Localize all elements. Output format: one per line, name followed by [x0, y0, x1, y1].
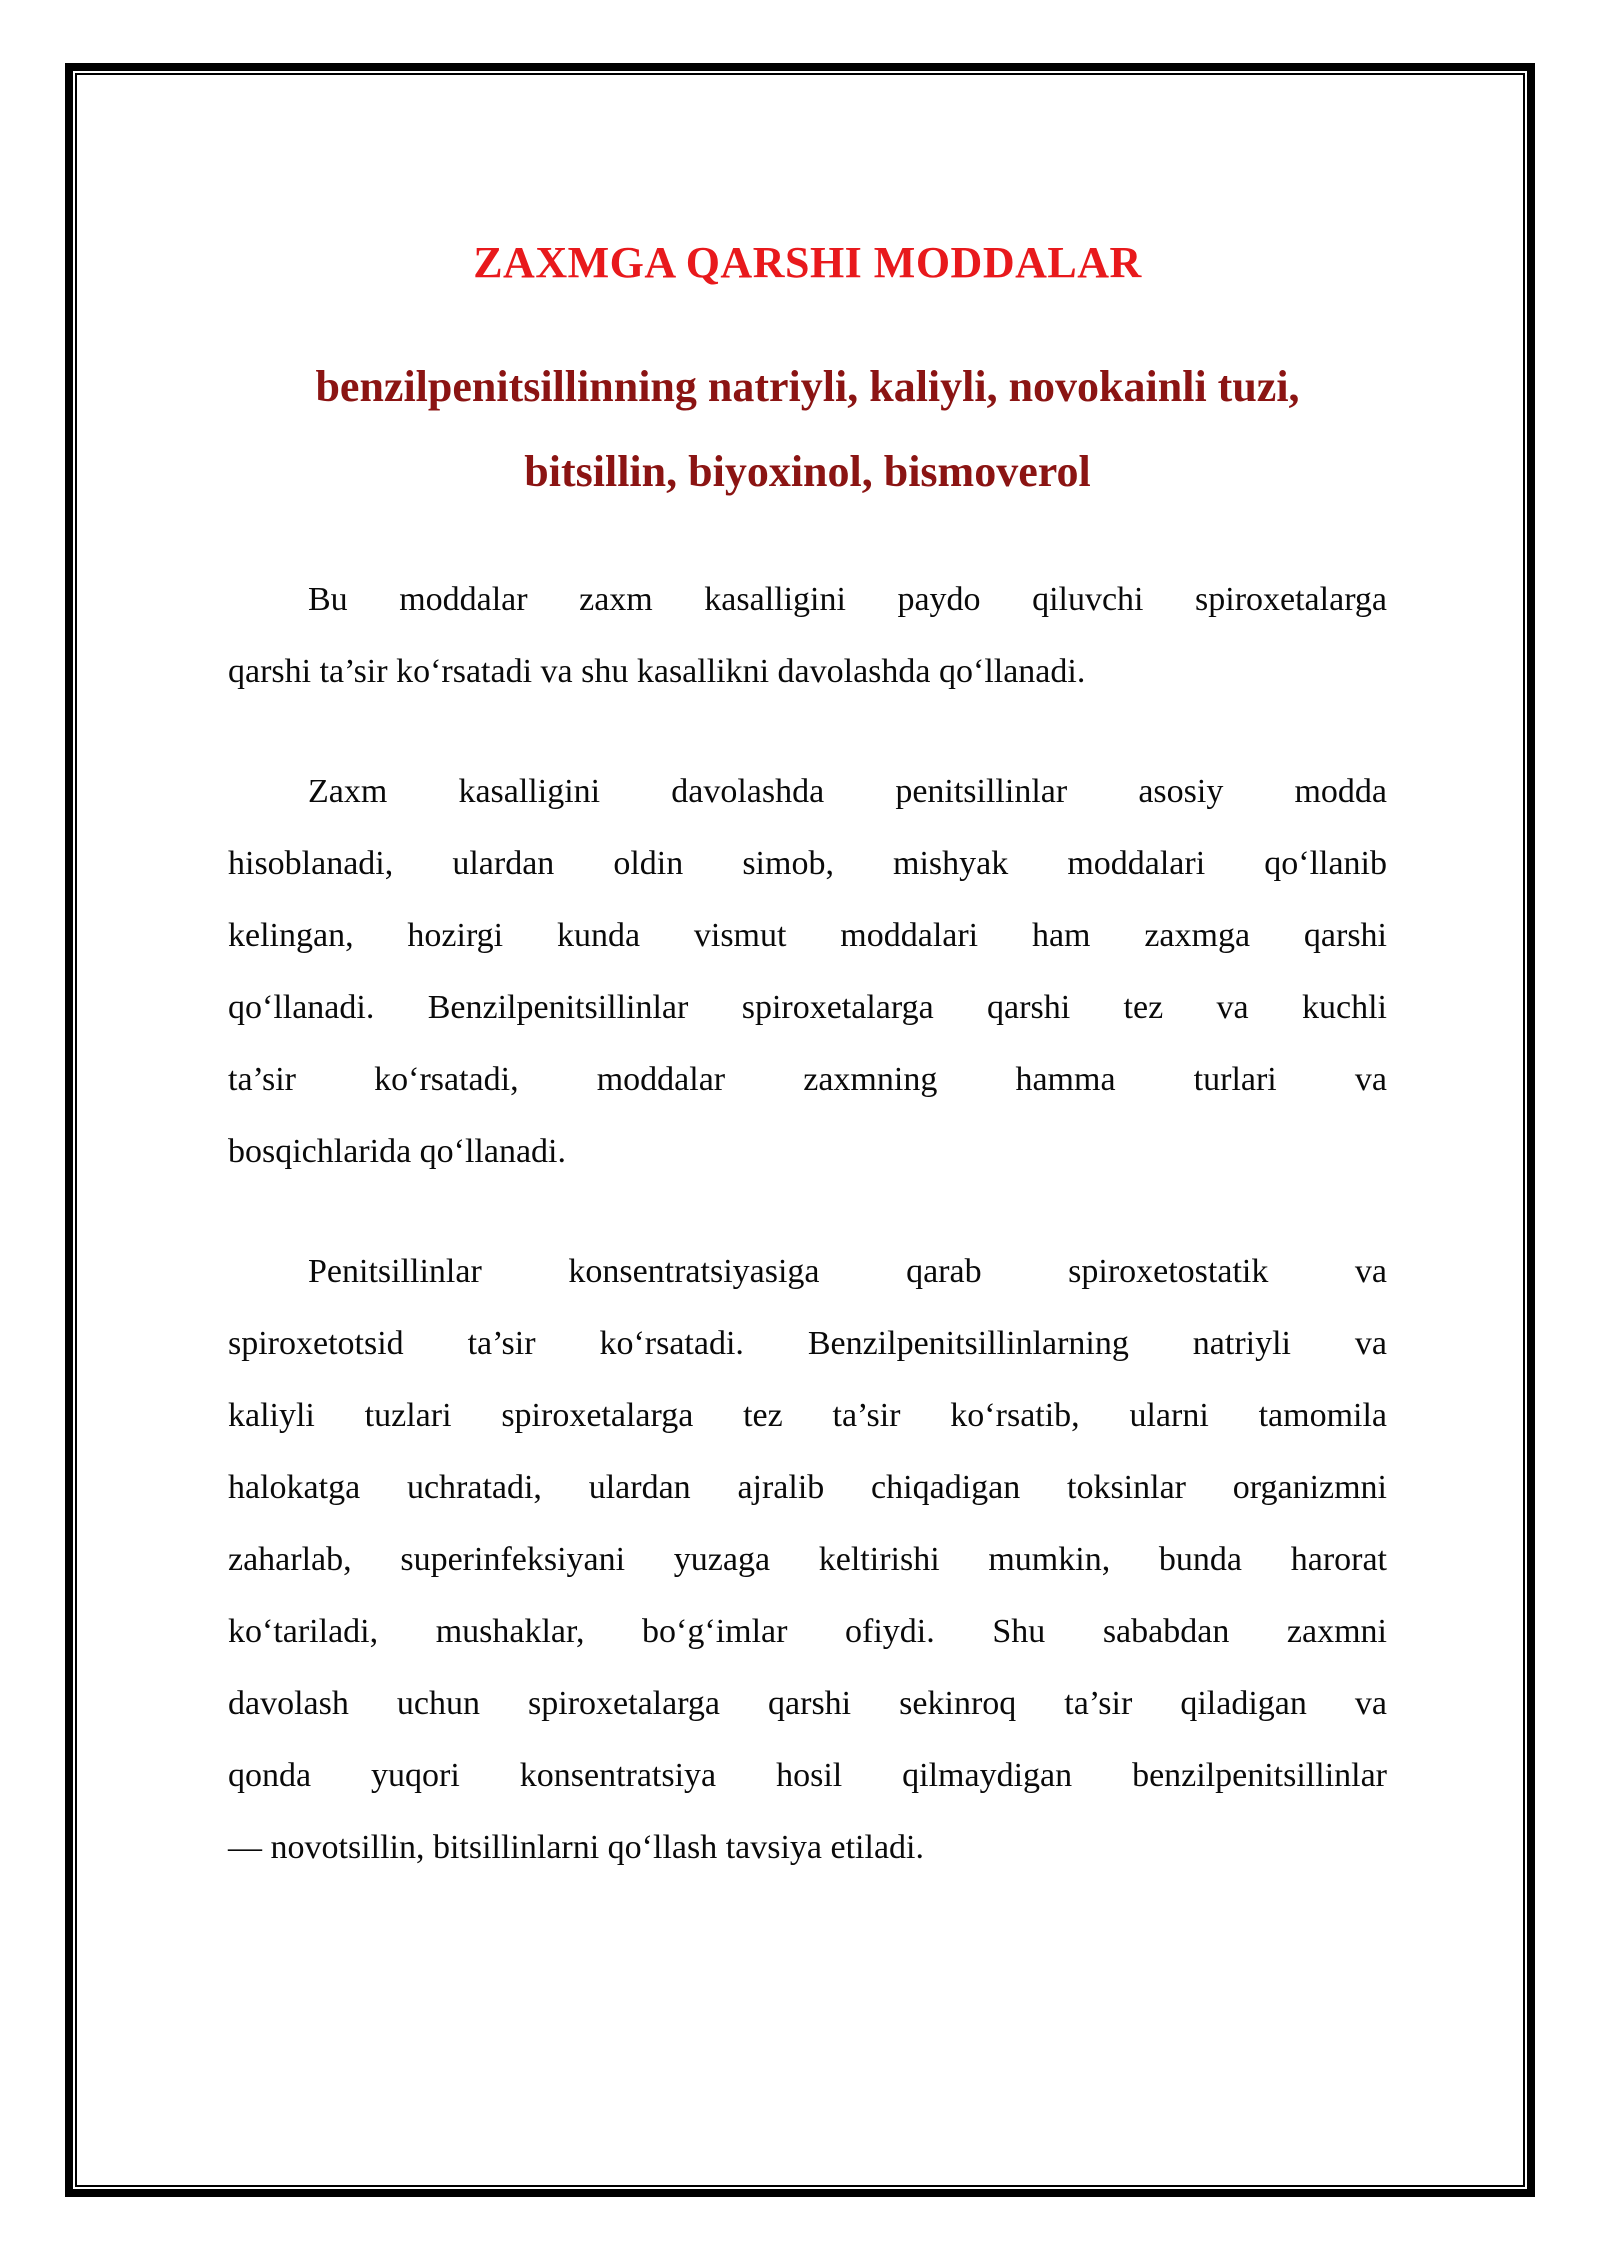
text-line: qarshi ta’sir ko‘rsatadi va shu kasallikni davolashda qo‘llanadi. [228, 653, 1086, 690]
text-line: — novotsillin, bitsillinlarni qo‘llash tavsiya etiladi. [228, 1829, 924, 1866]
text-line: Penitsillinlar konsentratsiyasiga qarab spiroxetostatik va [308, 1253, 1387, 1290]
text-line: spiroxetotsid ta’sir ko‘rsatadi. Benzilpenitsillinlarning natriyli va [228, 1325, 1387, 1362]
text-line: qo‘llanadi. Benzilpenitsillinlar spiroxetalarga qarshi tez va kuchli [228, 989, 1387, 1026]
text-line: Zaxm kasalligini davolashda penitsillinlar asosiy modda [308, 773, 1387, 810]
paragraph-2 [228, 756, 1387, 1188]
text-line: halokatga uchratadi, ulardan ajralib chiqadigan toksinlar organizmni [228, 1469, 1387, 1506]
text-line: hisoblanadi, ulardan oldin simob, mishyak moddalari qo‘llanib [228, 845, 1387, 882]
text-line: kaliyli tuzlari spiroxetalarga tez ta’sir ko‘rsatib, ularni tamomila [228, 1397, 1387, 1434]
text-line: bosqichlarida qo‘llanadi. [228, 1133, 567, 1170]
text-line: ta’sir ko‘rsatadi, moddalar zaxmning hamma turlari va [228, 1061, 1387, 1098]
subtitle-line-2: bitsillin, biyoxinol, bismoverol [524, 447, 1091, 496]
page-content [228, 77, 1387, 1884]
page-title: ZAXMGA QARSHI MODDALAR [473, 238, 1142, 287]
text-line: davolash uchun spiroxetalarga qarshi sekinroq ta’sir qiladigan va [228, 1685, 1387, 1722]
paragraph-3 [228, 1236, 1387, 1884]
text-line: qonda yuqori konsentratsiya hosil qilmaydigan benzilpenitsillinlar [228, 1757, 1387, 1794]
text-line: kelingan, hozirgi kunda vismut moddalari ham zaxmga qarshi [228, 917, 1387, 954]
paragraph-1 [228, 564, 1387, 708]
text-line: zaharlab, superinfeksiyani yuzaga keltirishi mumkin, bunda harorat [228, 1541, 1387, 1578]
body-text [228, 564, 1387, 1884]
text-line: Bu moddalar zaxm kasalligini paydo qiluvchi spiroxetalarga [308, 581, 1387, 618]
subtitle-line-1: benzilpenitsillinning natriyli, kaliyli, novokainli tuzi, [315, 362, 1300, 411]
text-line: ko‘tariladi, mushaklar, bo‘g‘imlar ofiydi. Shu sababdan zaxmni [228, 1613, 1387, 1650]
